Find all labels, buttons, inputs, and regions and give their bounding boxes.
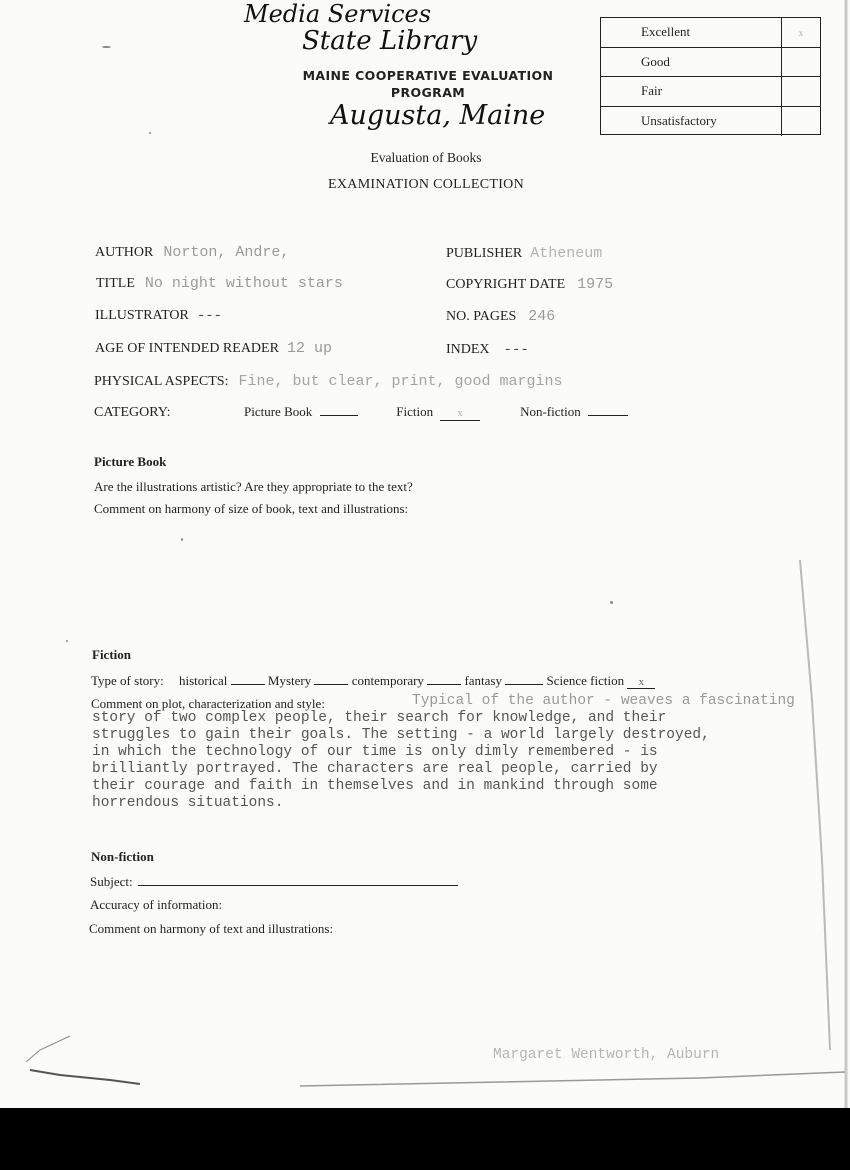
category-nonfiction-label: Non-fiction (520, 404, 581, 419)
rating-label: Fair (641, 83, 662, 98)
reviewer-signature: Margaret Wentworth, Auburn (493, 1047, 720, 1063)
illustrator-value[interactable]: --- (196, 308, 223, 324)
fiction-heading: Fiction (92, 647, 131, 662)
story-type-label: Type of story: (91, 673, 164, 688)
rating-label: Excellent (641, 24, 691, 39)
index-value[interactable]: --- (503, 342, 529, 358)
copyright-value[interactable]: 1975 (577, 276, 614, 293)
author-label: AUTHOR (95, 245, 154, 260)
fiction-comment-line: their courage and faith in themselves and in mankind through some (92, 778, 658, 794)
picture-book-heading: Picture Book (94, 454, 167, 469)
fiction-comment-line: in which the technology of our time is only dimly remembered - is (92, 744, 658, 760)
story-type-contemporary-label: contemporary (351, 673, 424, 688)
author-value[interactable]: Norton, Andre, (163, 244, 290, 261)
program-title-line1: MAINE COOPERATIVE EVALUATION (302, 68, 554, 83)
collection-title: EXAMINATION COLLECTION (328, 177, 524, 192)
story-type-historical-label: historical (179, 673, 228, 688)
category-picture-label: Picture Book (244, 404, 313, 419)
accuracy-label: Accuracy of information: (90, 897, 223, 912)
nonfiction-heading: Non-fiction (91, 849, 154, 864)
category-label: CATEGORY: (94, 405, 171, 420)
story-type-fantasy-label: fantasy (464, 673, 502, 688)
program-title-line2: PROGRAM (390, 85, 466, 100)
illustrator-label: ILLUSTRATOR (95, 308, 189, 323)
copyright-label: COPYRIGHT DATE (446, 277, 566, 292)
rating-checkbox-excellent[interactable]: x (781, 18, 820, 47)
fiction-comment-label: Comment on plot, characterization and style: (91, 696, 325, 711)
physical-aspects-value[interactable]: Fine, but clear, print, good margins (238, 373, 563, 390)
handwritten-line-state-library: State Library (302, 26, 478, 56)
fiction-comment-line: struggles to gain their goals. The setting - a world largely destroyed, (92, 727, 710, 743)
title-label: TITLE (96, 276, 135, 291)
pages-value[interactable]: 246 (528, 308, 556, 325)
handwritten-line-media-services: Media Services (244, 0, 432, 28)
story-type-science-fiction-label: Science fiction (546, 673, 625, 688)
form-subtitle: Evaluation of Books (370, 150, 482, 165)
nonfiction-harmony-label: Comment on harmony of text and illustrations: (89, 921, 334, 936)
category-fiction-label: Fiction (396, 404, 434, 419)
picture-book-harmony-question: Comment on harmony of size of book, text and illustrations: (94, 501, 409, 516)
fiction-comment-line: brilliantly portrayed. The characters are real people, carried by (92, 761, 658, 777)
fiction-comment-line: horrendous situations. (92, 795, 284, 811)
story-type-mystery-label: Mystery (267, 673, 312, 688)
pages-label: NO. PAGES (446, 309, 517, 324)
physical-aspects-label: PHYSICAL ASPECTS: (94, 374, 229, 389)
rating-label: Unsatisfactory (641, 112, 717, 128)
fiction-comment-line: Typical of the author - weaves a fascinating (412, 693, 795, 709)
title-value[interactable]: No night without stars (144, 275, 343, 292)
handwritten-line-augusta-maine: Augusta, Maine (330, 100, 546, 131)
subject-label: Subject: (90, 874, 133, 889)
story-type-science-fiction-blank[interactable]: x (627, 676, 655, 689)
category-fiction-blank[interactable]: x (440, 408, 480, 421)
fiction-comment-line: story of two complex people, their search for knowledge, and their (92, 710, 667, 726)
index-label: INDEX (446, 342, 490, 357)
rating-label: Good (641, 53, 670, 69)
picture-book-question: Are the illustrations artistic? Are they appropriate to the text? (94, 479, 413, 494)
age-label: AGE OF INTENDED READER (95, 341, 279, 356)
publisher-value[interactable]: Atheneum (530, 245, 603, 262)
age-value[interactable]: 12 up (286, 340, 332, 357)
publisher-label: PUBLISHER (446, 246, 523, 261)
